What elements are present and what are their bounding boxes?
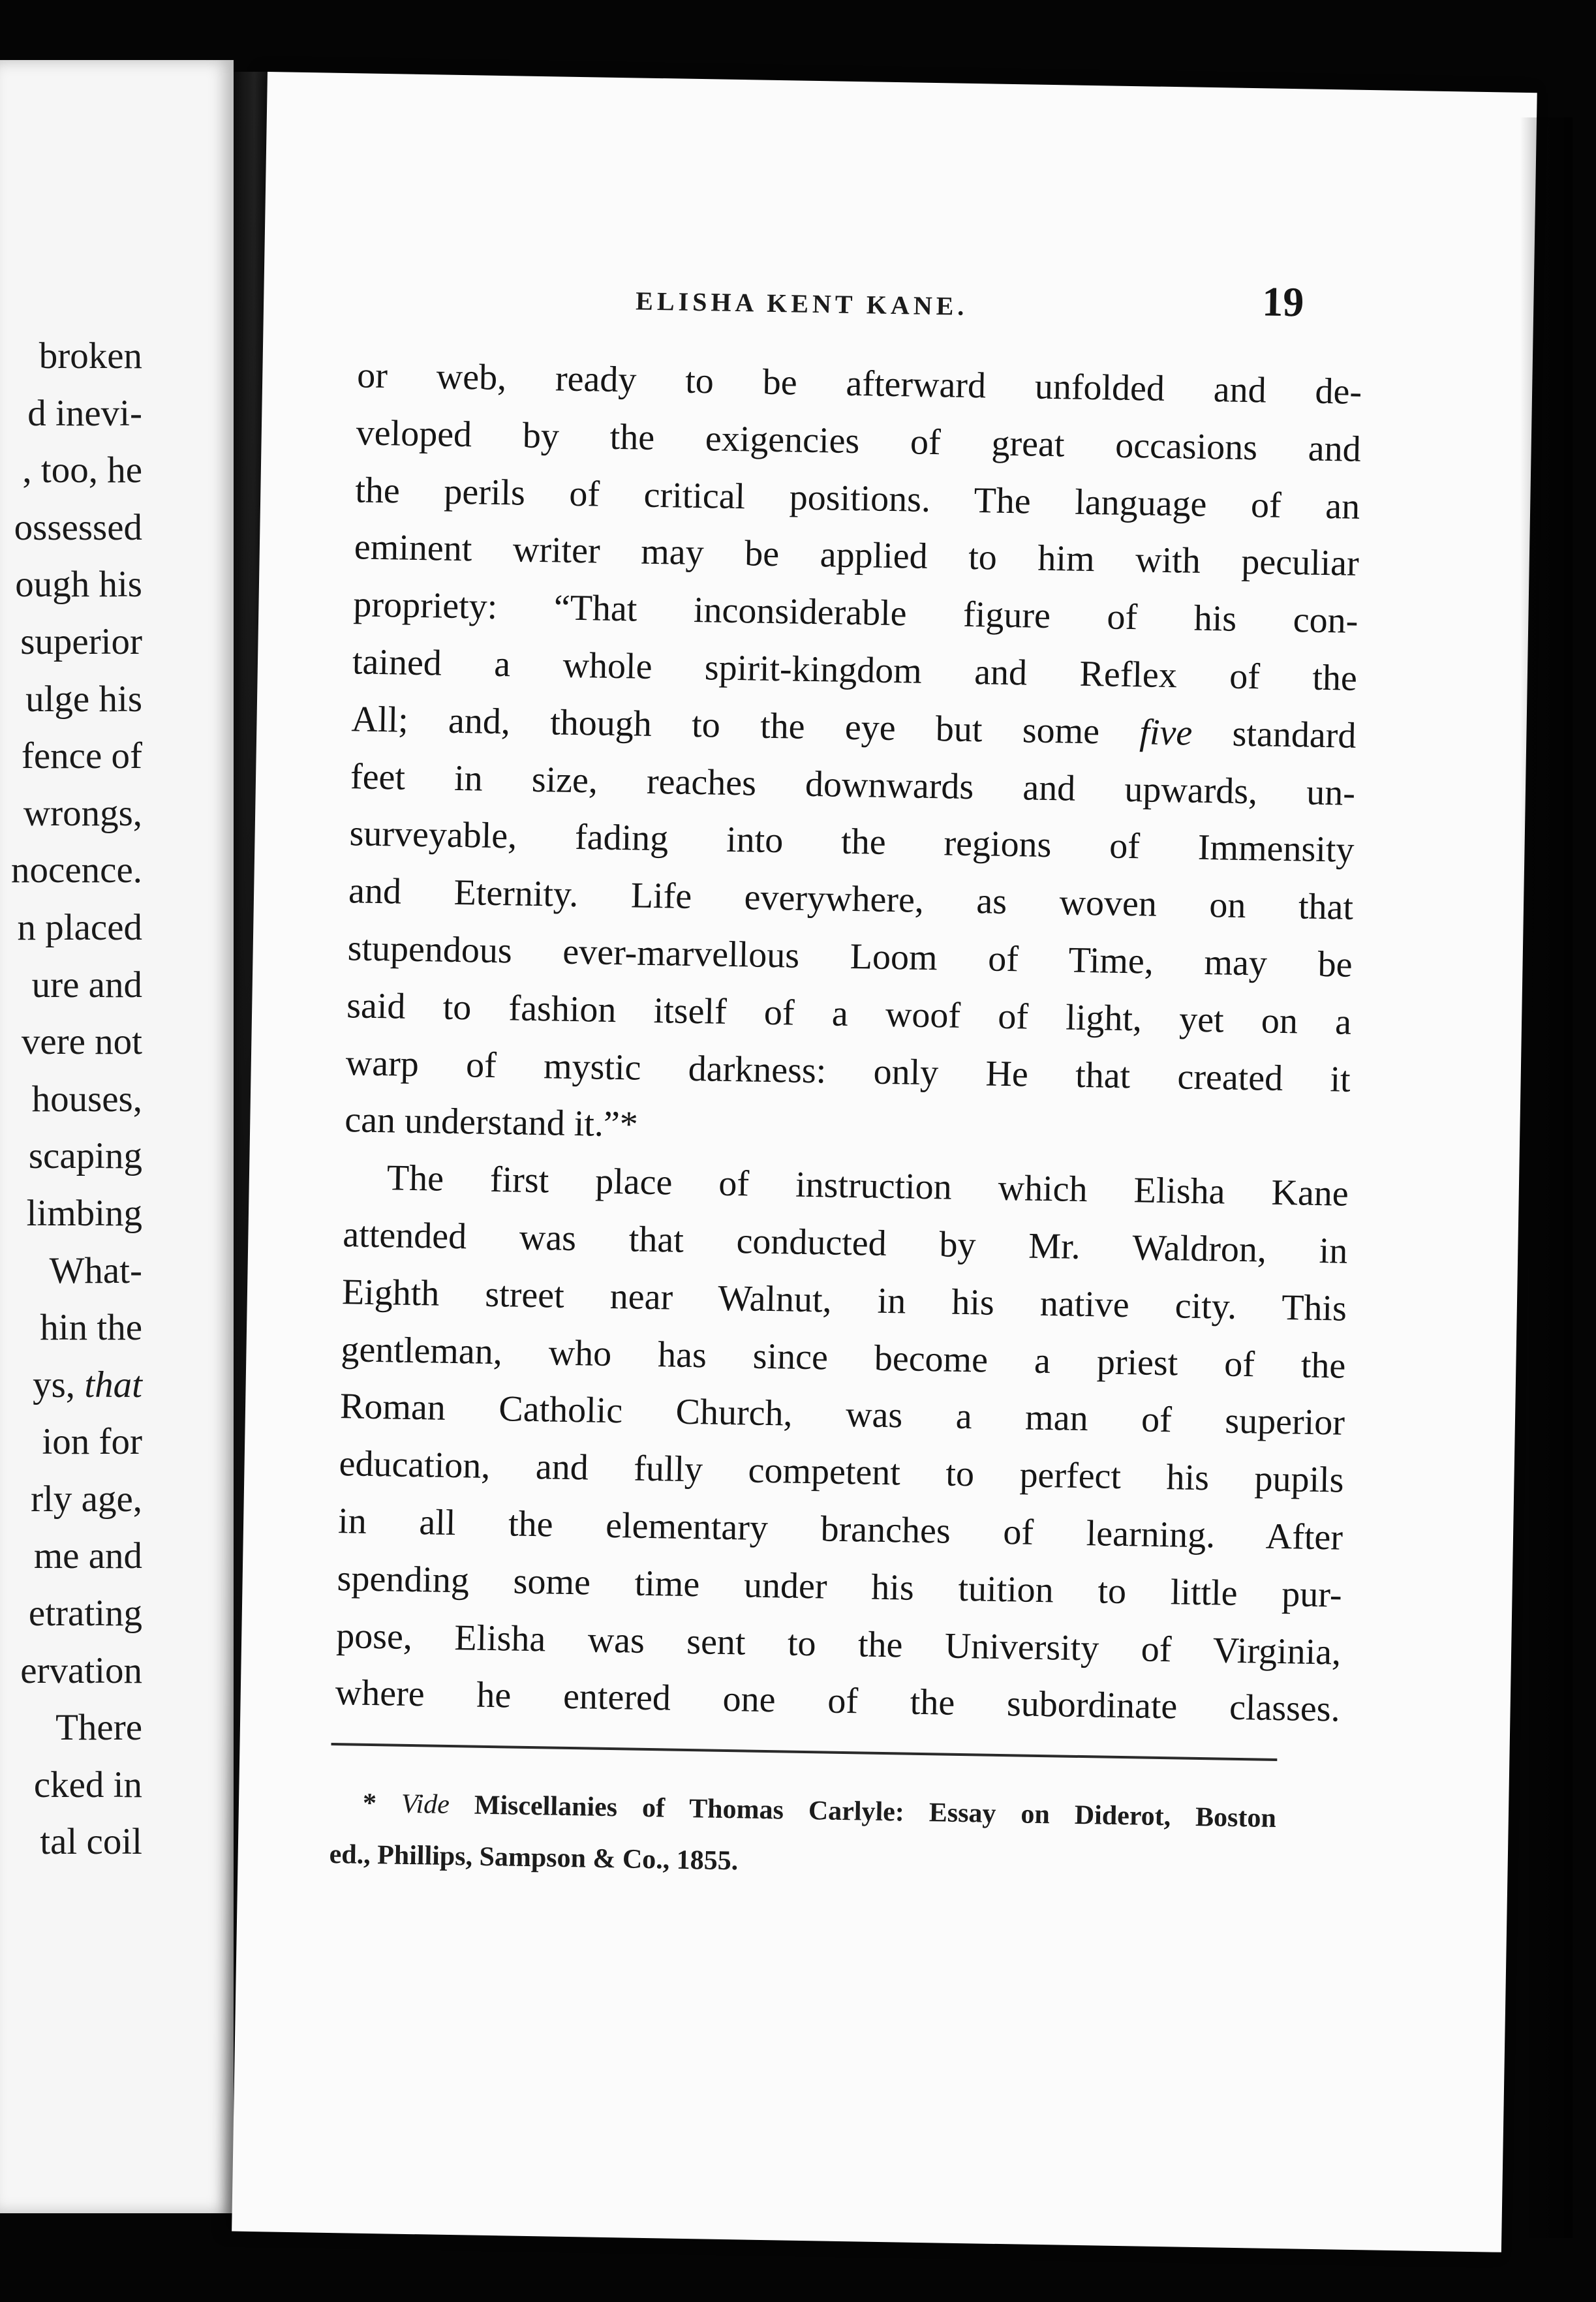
footnote-vide: Vide: [401, 1788, 450, 1820]
previous-page-fragment: ys,: [33, 1364, 76, 1405]
previous-page-text: [11, 328, 142, 1871]
previous-page-line: limbing: [26, 1192, 142, 1234]
previous-page-line: ervation: [20, 1650, 142, 1691]
italic-word: five: [1139, 712, 1193, 754]
text-line: The first place of instruction which Elisha Kane: [386, 1158, 1349, 1214]
previous-page-line: rly age,: [31, 1478, 142, 1520]
previous-page-line: d inevi-: [27, 392, 142, 434]
footnote-rule: [331, 1743, 1277, 1761]
previous-page-line: n placed: [17, 906, 142, 948]
text-line: warp of mystic darkness: only He that created it: [345, 1042, 1351, 1100]
text-fragment: All; and, though to the eye but some: [351, 699, 1100, 752]
text-line: or web, ready to be afterward unfolded and de-: [356, 355, 1362, 412]
text-line: and Eternity. Life everywhere, as woven on that: [348, 870, 1354, 928]
text-line: Roman Catholic Church, was a man of superior: [339, 1386, 1345, 1443]
previous-page-line: ure and: [31, 964, 142, 1005]
text-line: attended was that conducted by Mr. Waldron, in: [342, 1214, 1348, 1272]
previous-page-line: vere not: [21, 1021, 142, 1063]
previous-page-line: ulge his: [25, 678, 142, 720]
previous-page-line: hin the: [40, 1307, 142, 1349]
page-edge-shadow: [1520, 117, 1573, 2238]
previous-page-line: There: [55, 1707, 142, 1749]
text-line: propriety: “That inconsiderable figure of his con-: [352, 584, 1358, 642]
text-line: surveyable, fading into the regions of Immensity: [349, 813, 1355, 871]
footnote-text: Miscellanies of Thomas Carlyle: Essay on Diderot, Boston: [474, 1790, 1277, 1834]
previous-page-line: wrongs,: [23, 792, 142, 834]
current-page: [232, 72, 1537, 2252]
text-line: where he entered one of the subordinate classes.: [335, 1672, 1341, 1730]
previous-page-line: superior: [20, 621, 142, 662]
text-line: education, and fully competent to perfect his pupils: [339, 1443, 1344, 1501]
previous-page-line: ion for: [42, 1421, 142, 1463]
previous-page-line: broken: [38, 335, 142, 376]
text-line: eminent writer may be applied to him with peculiar: [354, 527, 1360, 585]
text-line: the perils of critical positions. The language of an: [354, 469, 1360, 527]
previous-page-line: tal coil: [40, 1821, 142, 1863]
previous-page-italic-word: that: [84, 1364, 142, 1405]
previous-page-line: etrating: [28, 1593, 142, 1634]
previous-page-line: [11, 1357, 142, 1414]
previous-page-line: ough his: [15, 564, 142, 606]
text-line: Eighth street near Walnut, in his native city. This: [341, 1271, 1347, 1329]
text-line: can understand it.”*: [344, 1099, 639, 1145]
previous-page-line: nocence.: [11, 850, 142, 891]
previous-page-line: scaping: [28, 1135, 142, 1177]
text-line: spending some time under his tuition to little pur-: [337, 1558, 1343, 1616]
footnote-line: ed., Phillips, Sampson & Co., 1855.: [329, 1839, 739, 1877]
text-line: pose, Elisha was sent to the University of Virginia,: [335, 1615, 1342, 1673]
text-fragment: standard: [1232, 713, 1357, 756]
text-line: tained a whole spirit-kingdom and Reflex of the: [352, 641, 1358, 699]
page-number: 19: [1261, 278, 1304, 326]
footnote: [329, 1777, 1276, 1896]
previous-page-line: cked in: [33, 1764, 142, 1805]
text-line: veloped by the exigencies of great occasions and: [356, 412, 1362, 470]
text-line: feet in size, reaches downwards and upwards, un-: [350, 756, 1356, 814]
previous-page-line: fence of: [21, 735, 142, 777]
previous-page-line: , too, he: [22, 450, 142, 491]
previous-page-line: me and: [33, 1535, 142, 1577]
running-head: ELISHA KENT KANE.: [635, 286, 968, 321]
text-line: stupendous ever-marvellous Loom of Time, may be: [347, 928, 1353, 985]
text-line: said to fashion itself of a woof of light, yet on a: [346, 985, 1352, 1043]
previous-page-line: ossessed: [14, 506, 142, 548]
text-line: in all the elementary branches of learning. After: [337, 1501, 1343, 1558]
body-text: [335, 347, 1362, 1738]
previous-page: [0, 60, 234, 2213]
previous-page-line: houses,: [31, 1078, 142, 1120]
previous-page-line: What-: [49, 1250, 142, 1291]
text-line: gentleman, who has since become a priest of the: [341, 1328, 1346, 1387]
footnote-marker: *: [362, 1788, 377, 1819]
